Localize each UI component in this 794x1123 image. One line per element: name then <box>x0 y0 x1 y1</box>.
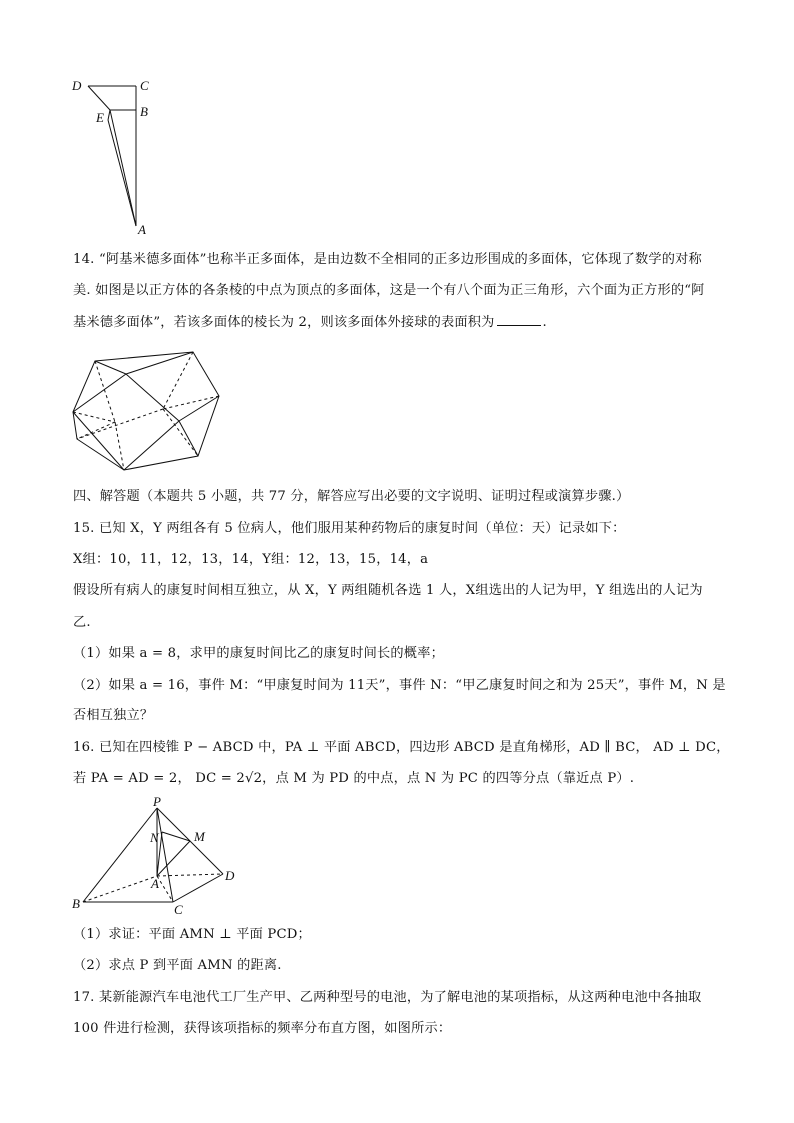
q16-line-1: 16. 已知在四棱锥 P − ABCD 中，PA ⊥ 平面 ABCD，四边形 ABCD 是直角梯形，AD ∥ BC， AD ⊥ DC， <box>73 740 730 755</box>
q14-line-3-end: . <box>542 315 547 330</box>
answer-blank <box>497 313 541 326</box>
section-4-heading: 四、解答题（本题共 5 小题，共 77 分，解答应写出必要的文字说明、证明过程或演算步骤.） <box>73 489 630 504</box>
label-c: C <box>174 902 183 917</box>
q14-line-3-text: 基米德多面体”，若该多面体的棱长为 2，则该多面体外接球的表面积为 <box>73 315 495 330</box>
label-e: E <box>96 110 104 125</box>
label-b: B <box>140 104 148 119</box>
q15-line-2: X组：10，11，12，13，14，Y组：12，13，15，14，a <box>73 552 429 567</box>
label-p: P <box>153 794 161 809</box>
q15-line-4: 乙. <box>73 615 91 630</box>
q14-line-3 <box>73 313 547 332</box>
figure-pyramid <box>70 794 250 920</box>
q15-part-2-cont: 否相互独立？ <box>73 708 154 723</box>
label-d: D <box>72 78 82 93</box>
figure-13 <box>60 74 180 244</box>
label-c: C <box>140 78 149 93</box>
label-n: N <box>150 830 159 845</box>
q16-line-2: 若 PA = AD = 2， DC = 2√2，点 M 为 PD 的中点，点 N 为 PC 的四等分点（靠近点 P）. <box>73 771 635 786</box>
q16-part-1: （1）求证：平面 AMN ⊥ 平面 PCD； <box>73 927 311 942</box>
q17-line-2: 100 件进行检测，获得该项指标的频率分布直方图，如图所示： <box>73 1021 452 1036</box>
q17-line-1: 17. 某新能源汽车电池代工厂生产甲、乙两种型号的电池，为了解电池的某项指标，从这两种电池中各抽取 <box>73 990 702 1005</box>
q14-line-2: 美. 如图是以正方体的各条棱的中点为顶点的多面体，这是一个有八个面为正三角形，六个面为正方形的“阿 <box>73 283 705 298</box>
label-d: D <box>225 868 235 883</box>
q15-part-1: （1）如果 a = 8，求甲的康复时间比乙的康复时间长的概率； <box>73 646 444 661</box>
figure-cuboctahedron <box>70 346 220 474</box>
q15-line-3: 假设所有病人的康复时间相互独立，从 X，Y 两组随机各选 1 人，X组选出的人记为甲，Y 组选出的人记为 <box>73 583 703 598</box>
label-a: A <box>138 222 146 237</box>
label-b: B <box>72 896 80 911</box>
q15-part-2: （2）如果 a = 16，事件 M：“甲康复时间为 11天”，事件 N：“甲乙康复时间之和为 25天”，事件 M，N 是 <box>73 678 726 693</box>
label-a: A <box>151 876 159 891</box>
q14-line-1: 14. “阿基米德多面体”也称半正多面体，是由边数不全相同的正多边形围成的多面体，它体现了数学的对称 <box>73 252 702 267</box>
label-m: M <box>194 829 205 844</box>
q16-part-2: （2）求点 P 到平面 AMN 的距离. <box>73 958 282 973</box>
q15-line-1: 15. 已知 X，Y 两组各有 5 位病人，他们服用某种药物后的康复时间（单位：天）记录如下： <box>73 521 626 536</box>
